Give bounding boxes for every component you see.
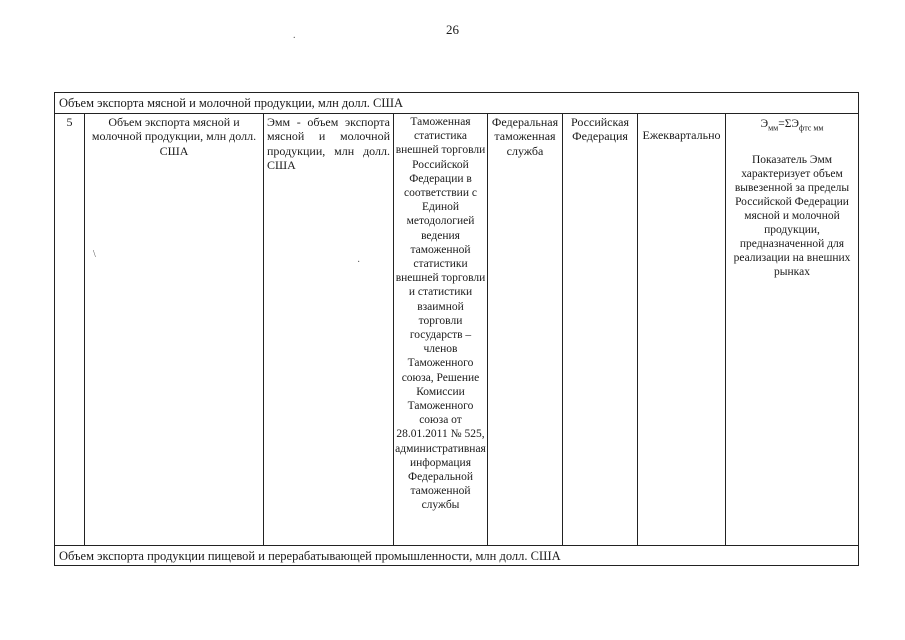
formula	[727, 117, 857, 135]
indicator-table	[54, 92, 859, 566]
responsible-body-cell: Федеральная таможенная служба	[488, 114, 563, 545]
scan-speck: ·	[357, 257, 361, 268]
next-section-header: Объем экспорта продукции пищевой и перерабатывающей промышленности, млн долл. США	[55, 545, 858, 565]
data-source-cell: Таможенная статистика внешней торговли Российской Федерации в соответствии с Единой методологией ведения таможенной статистики внешней торговли и статистики взаимной торговли государств – членов Таможенного союза, Решение Комиссии Таможенного союза от 28.01.2011 № 525, административная информация Федеральной таможенной службы	[394, 114, 488, 545]
formula-lhs-subscript: мм	[768, 123, 779, 133]
section-header: Объем экспорта мясной и молочной продукции, млн долл. США	[55, 93, 858, 114]
definition-text: Эмм - объем экспорта мясной и молочной продукции, млн долл. США	[267, 115, 390, 173]
formula-lhs: Э	[760, 118, 769, 130]
formula-rhs-subscript: фтс мм	[799, 123, 824, 133]
page-number: 26	[446, 22, 459, 37]
definition-cell	[264, 114, 394, 545]
row-number-cell: 5	[55, 114, 85, 545]
formula-rhs: =ΣЭ	[778, 118, 800, 130]
calculation-note: Показатель Эмм характеризует объем вывезенной за пределы Российской Федерации мясной и молочной продукции, предназначенной для реализации на внешних рынках	[733, 154, 851, 279]
level-cell: Российская Федерация	[563, 114, 638, 545]
frequency-cell: Ежеквартально	[638, 114, 726, 545]
scan-speck: \	[93, 249, 96, 260]
indicator-name-cell: Объем экспорта мясной и молочной продукции, млн долл. США	[85, 114, 264, 545]
scan-speck: .	[293, 30, 296, 41]
calculation-cell	[726, 114, 858, 545]
